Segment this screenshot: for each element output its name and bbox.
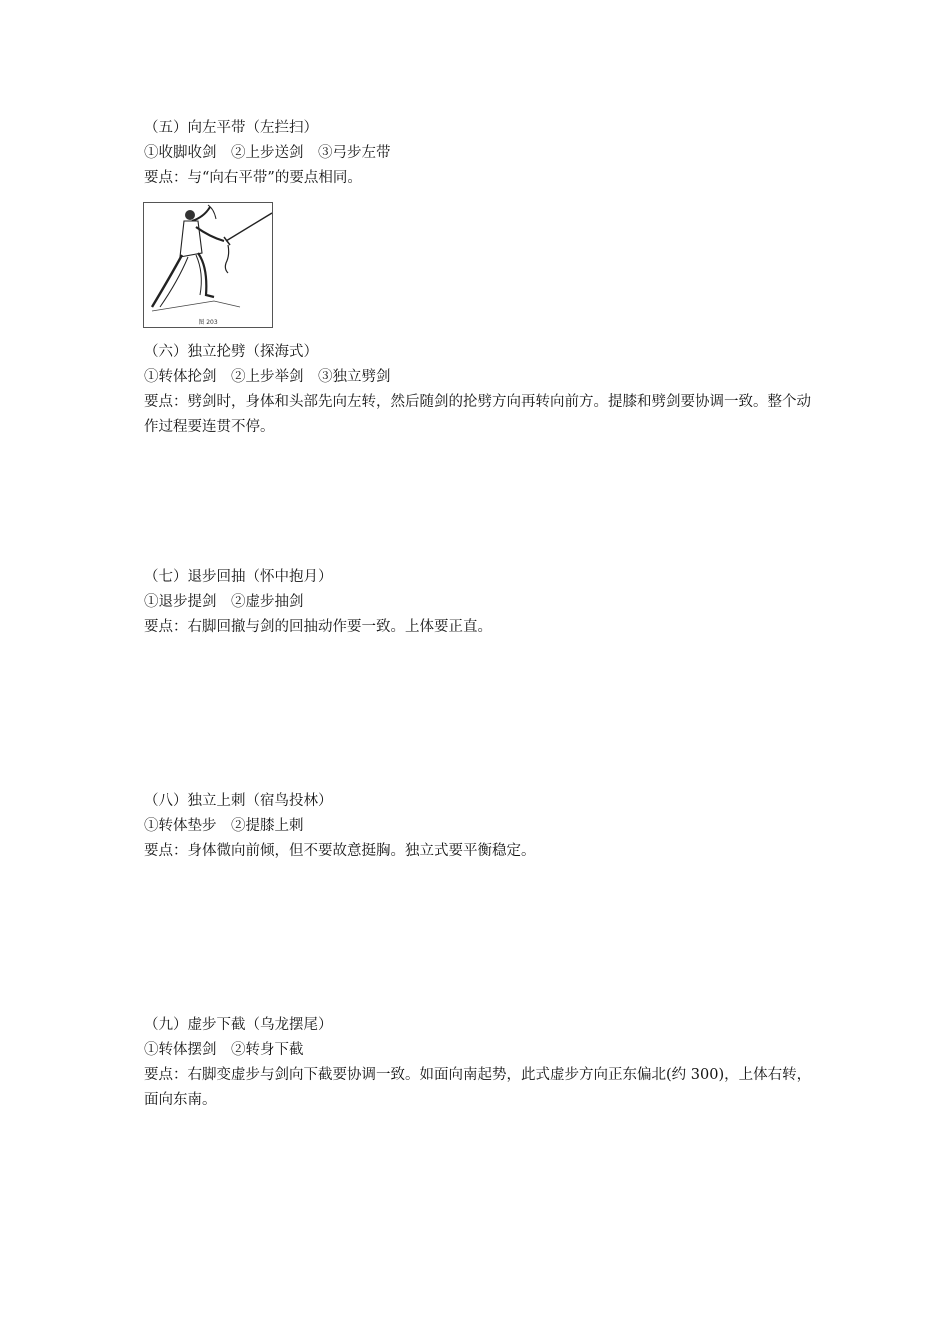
section-9 bbox=[144, 1013, 824, 1113]
section-8-title: （八）独立上刺（宿鸟投林） bbox=[144, 793, 333, 809]
section-6-note: 要点：劈剑时，身体和头部先向左转，然后随剑的抡劈方向再转向前方。提膝和劈剑要协调一致。整个动作过程要连贯不停。 bbox=[144, 394, 811, 435]
section-7-note: 要点：右脚回撤与剑的回抽动作要一致。上体要正直。 bbox=[144, 619, 492, 635]
section-6 bbox=[144, 340, 824, 440]
section-5 bbox=[144, 116, 824, 191]
section-6-steps: ①转体抡剑 ②上步举剑 ③独立劈剑 bbox=[144, 369, 391, 385]
section-6-title: （六）独立抡劈（探海式） bbox=[144, 344, 318, 360]
section-8-steps: ①转体垫步 ②提膝上刺 bbox=[144, 818, 304, 834]
section-9-steps: ①转体摆剑 ②转身下截 bbox=[144, 1042, 304, 1058]
section-5-note: 要点：与“向右平带”的要点相同。 bbox=[144, 170, 362, 186]
section-9-title: （九）虚步下截（乌龙摆尾） bbox=[144, 1017, 333, 1033]
section-5-steps: ①收脚收剑 ②上步送剑 ③弓步左带 bbox=[144, 145, 391, 161]
section-7 bbox=[144, 565, 824, 640]
section-7-steps: ①退步提剑 ②虚步抽剑 bbox=[144, 594, 304, 610]
section-7-title: （七）退步回抽（怀中抱月） bbox=[144, 569, 333, 585]
section-8-note: 要点：身体微向前倾，但不要故意挺胸。独立式要平衡稳定。 bbox=[144, 843, 536, 859]
section-9-note: 要点：右脚变虚步与剑向下截要协调一致。如面向南起势，此式虚步方向正东偏北(约 300)，上体右转，面向东南。 bbox=[144, 1067, 812, 1108]
section-5-title: （五）向左平带（左拦扫） bbox=[144, 120, 318, 136]
sword-figure-drawing bbox=[144, 203, 272, 327]
section-8 bbox=[144, 789, 824, 864]
sword-figure-illustration bbox=[143, 202, 273, 328]
figure-caption: 图 203 bbox=[198, 319, 218, 326]
